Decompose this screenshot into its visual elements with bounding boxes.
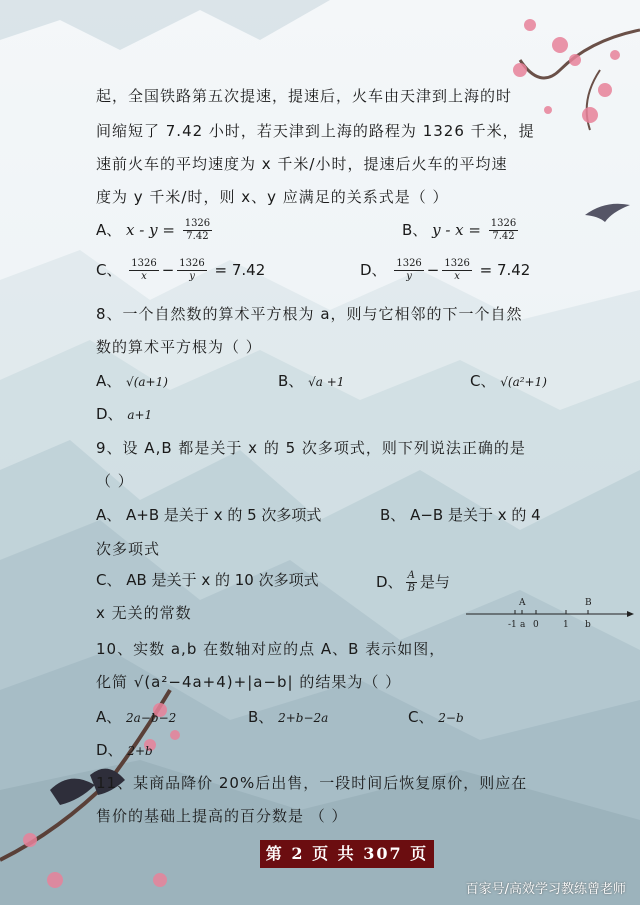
q9-option-b[interactable]: B、 A−B 是关于 x 的 4 xyxy=(380,506,541,524)
q8-option-b[interactable]: B、 √a +1 xyxy=(278,372,345,390)
q7-option-b[interactable]: B、 y - x = $\frac{1326}{7.42}$ xyxy=(402,218,517,242)
q7-b-fraction: $\frac{1326}{7.42}$ xyxy=(490,218,517,242)
point-a-label: A xyxy=(519,598,526,608)
q10-line-1: 10、实数 a,b 在数轴对应的点 A、B 表示如图， xyxy=(96,640,446,658)
q9-option-c[interactable]: C、 AB 是关于 x 的 10 次多项式 xyxy=(96,571,319,589)
q7-option-c[interactable]: C、 $\frac{1326}{x}$ − $\frac{1326}{y}$ = 7.42 xyxy=(96,258,266,282)
tick-label-minus-1: -1 xyxy=(508,620,517,630)
q7-option-a[interactable]: A、 x - y = $\frac{1326}{7.42}$ xyxy=(96,218,211,242)
q10-option-c[interactable]: C、 2−b xyxy=(408,708,464,726)
q10-line-2: 化简 √(a²−4a+4)+|a−b| 的结果为（ ） xyxy=(96,673,402,691)
q9-line-1: 9、设 A,B 都是关于 x 的 5 次多项式，则下列说法正确的是 xyxy=(96,439,526,457)
tick-label-a: a xyxy=(520,620,526,630)
q11-line-2: 售价的基础上提高的百分数是 （ ） xyxy=(96,807,348,825)
q10-option-d[interactable]: D、 2+b xyxy=(96,741,153,759)
q10-option-b[interactable]: B、 2+b−2a xyxy=(248,708,329,726)
tick-label-b: b xyxy=(585,620,591,630)
q7-a-fraction: $\frac{1326}{7.42}$ xyxy=(184,218,211,242)
tick-label-0: 0 xyxy=(533,620,539,630)
q9-option-d[interactable]: D、 $\frac{A}{B}$ 是与 xyxy=(376,570,450,594)
q9-line-2: （ ） xyxy=(96,472,134,490)
q8-line-2: 数的算术平方根为（ ） xyxy=(96,338,262,356)
q10-option-a[interactable]: A、 2a−b−2 xyxy=(96,708,177,726)
q8-option-d[interactable]: D、 a+1 xyxy=(96,405,153,423)
q7-line-3: 速前火车的平均速度为 x 千米/小时，提速后火车的平均速 xyxy=(96,155,508,173)
q8-line-1: 8、一个自然数的算术平方根为 a，则与它相邻的下一个自然 xyxy=(96,305,523,323)
tick-label-1: 1 xyxy=(563,620,569,630)
q7-line-2: 间缩短了 7.42 小时，若天津到上海的路程为 1326 千米，提 xyxy=(96,122,535,140)
q7-option-d[interactable]: D、 $\frac{1326}{y}$ − $\frac{1326}{x}$ = 7.42 xyxy=(360,258,531,282)
q8-option-a[interactable]: A、 √(a+1) xyxy=(96,372,168,390)
q9-option-d-cont: x 无关的常数 xyxy=(96,604,192,622)
q8-option-c[interactable]: C、 √(a²+1) xyxy=(470,372,547,390)
q9-option-a[interactable]: A、 A+B 是关于 x 的 5 次多项式 xyxy=(96,506,322,524)
q9-option-b-cont: 次多项式 xyxy=(96,540,161,558)
page-number-badge: 第 2 页 共 307 页 xyxy=(260,840,434,868)
point-b-label: B xyxy=(585,598,592,608)
q7-line-4: 度为 y 千米/时，则 x、y 应满足的关系式是（ ） xyxy=(96,188,449,206)
q11-line-1: 11、某商品降价 20%后出售，一段时间后恢复原价，则应在 xyxy=(96,774,528,792)
number-line-figure xyxy=(466,594,634,634)
watermark: 百家号/高效学习教练曾老师 xyxy=(465,882,626,897)
q7-line-1: 起，全国铁路第五次提速，提速后，火车由天津到上海的时 xyxy=(96,87,513,105)
